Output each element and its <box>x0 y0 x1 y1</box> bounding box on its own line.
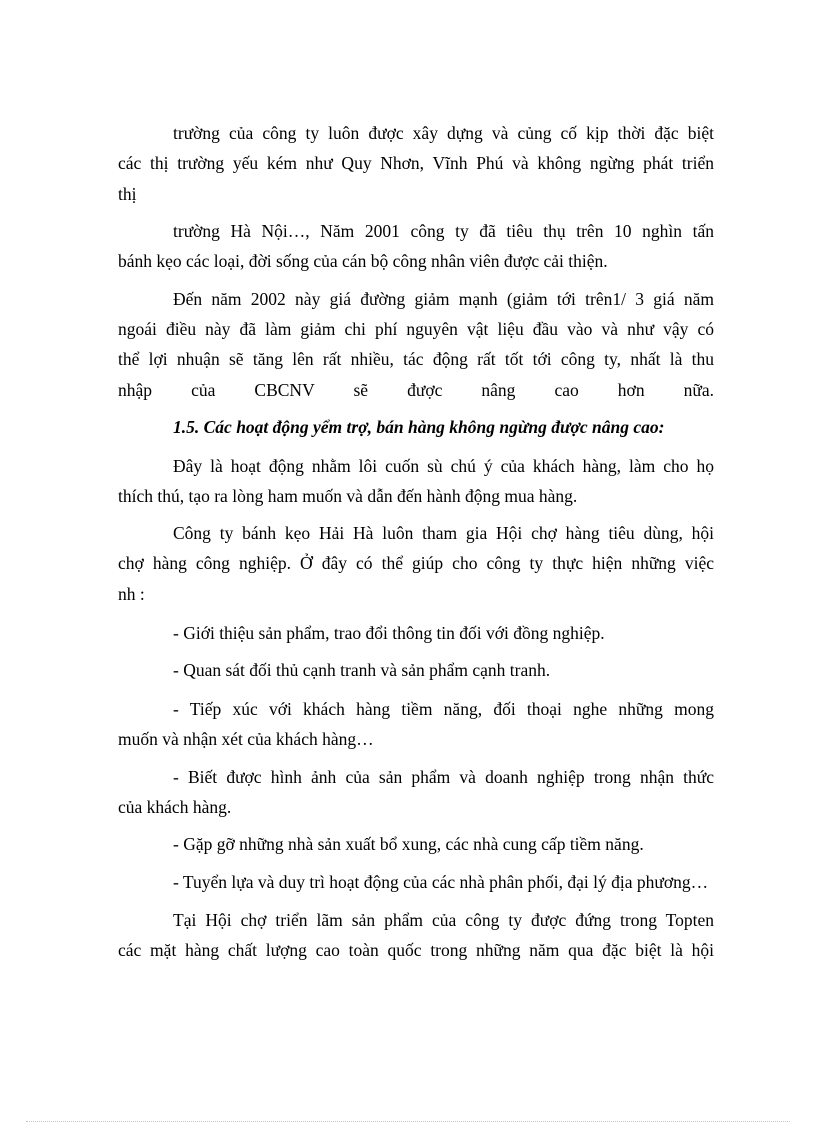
list-item: - Quan sát đối thủ cạnh tranh và sản phẩm cạnh tranh. <box>173 660 551 680</box>
text-line: thích thú, tạo ra lòng ham muốn và dẫn đến hành động mua hàng. <box>118 486 578 506</box>
text-line: trường Hà Nội…, Năm 2001 công ty đã tiêu thụ trên 10 nghìn tấn <box>173 221 714 241</box>
text-line: các mặt hàng chất lượng cao toàn quốc trong những năm qua đặc biệt là hội <box>118 940 714 960</box>
list-item: - Tiếp xúc với khách hàng tiềm năng, đối thoại nghe những mong <box>173 699 714 719</box>
text-line: muốn và nhận xét của khách hàng… <box>118 729 374 749</box>
text-line: nhập của CBCNV sẽ được nâng cao hơn nữa. <box>118 380 714 400</box>
section-heading: 1.5. Các hoạt động yểm trợ, bán hàng không ngừng được nâng cao: <box>173 417 665 437</box>
text-line: bánh kẹo các loại, đời sống của cán bộ công nhân viên được cải thiện. <box>118 251 608 271</box>
list-item: - Giới thiệu sản phẩm, trao đổi thông tin đối với đồng nghiệp. <box>173 623 605 643</box>
list-item: - Gặp gỡ những nhà sản xuất bổ xung, các nhà cung cấp tiềm năng. <box>173 834 644 854</box>
text-line: thị <box>118 184 137 204</box>
text-line: trường của công ty luôn được xây dựng và củng cố kịp thời đặc biệt <box>173 123 714 143</box>
text-line: nh : <box>118 584 145 604</box>
text-line: chợ hàng công nghiệp. Ở đây có thể giúp cho công ty thực hiện những việc <box>118 553 714 573</box>
text-line: của khách hàng. <box>118 797 232 817</box>
text-line: Đây là hoạt động nhằm lôi cuốn sù chú ý của khách hàng, làm cho họ <box>173 456 714 476</box>
list-item: - Biết được hình ảnh của sản phẩm và doanh nghiệp trong nhận thức <box>173 767 714 787</box>
page-bottom-rule <box>26 1121 790 1122</box>
text-line: Công ty bánh kẹo Hải Hà luôn tham gia Hội chợ hàng tiêu dùng, hội <box>173 523 714 543</box>
text-line: ngoái điều này đã làm giảm chi phí nguyên vật liệu đầu vào và như vậy có <box>118 319 714 339</box>
text-line: Tại Hội chợ triển lãm sản phẩm của công ty được đứng trong Topten <box>173 910 714 930</box>
list-item: - Tuyển lựa và duy trì hoạt động của các nhà phân phối, đại lý địa phương… <box>173 872 709 892</box>
text-line: Đến năm 2002 này giá đường giảm mạnh (giảm tới trên1/ 3 giá năm <box>173 289 714 309</box>
text-line: thể lợi nhuận sẽ tăng lên rất nhiều, tác động rất tốt tới công ty, nhất là thu <box>118 349 714 369</box>
text-line: các thị trường yếu kém như Quy Nhơn, Vĩnh Phú và không ngừng phát triển <box>118 153 714 173</box>
